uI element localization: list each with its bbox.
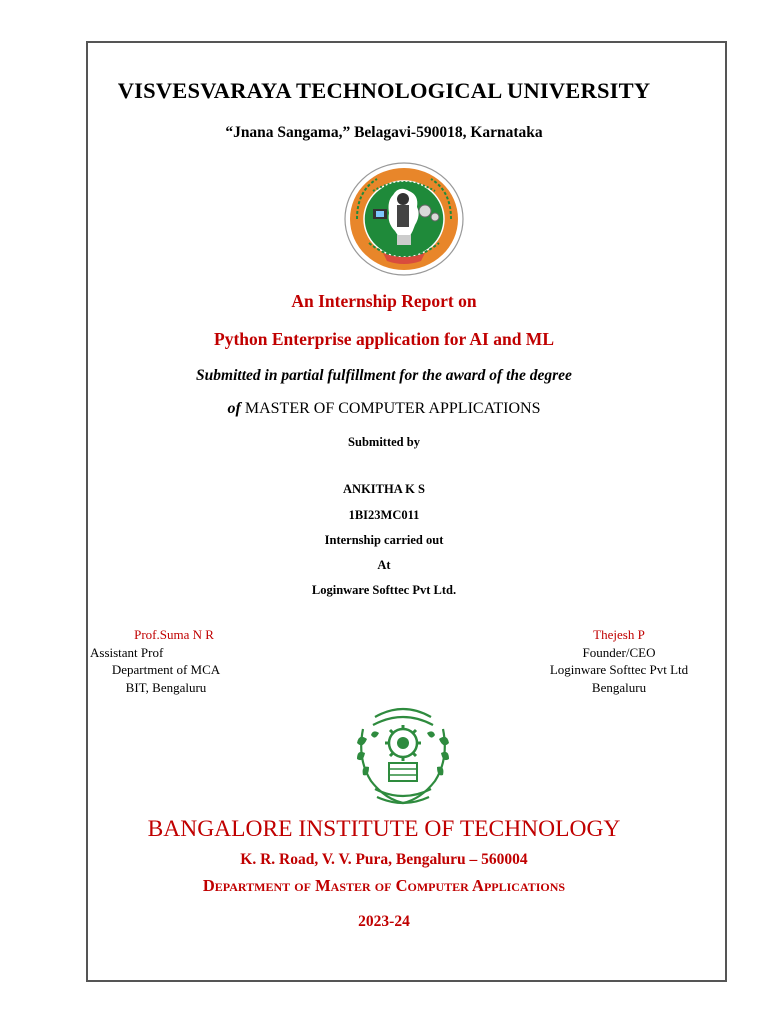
internal-guide-name: Prof.Suma N R <box>134 627 214 642</box>
degree-line <box>0 400 768 418</box>
college-name: BANGALORE INSTITUTE OF TECHNOLOGY <box>147 816 621 842</box>
internal-guide-institution: BIT, Bengaluru <box>125 679 207 695</box>
university-address: “Jnana Sangama,” Belagavi-590018, Karnataka <box>225 124 543 141</box>
degree-prefix: of <box>227 400 241 417</box>
degree-name: MASTER OF COMPUTER APPLICATIONS <box>244 400 541 417</box>
at-label: At <box>377 558 391 572</box>
external-guide-name: Thejesh P <box>593 627 645 642</box>
external-guide <box>538 626 700 696</box>
external-guide-designation: Founder/CEO <box>582 644 656 660</box>
report-heading: An Internship Report on <box>291 291 477 311</box>
department-name: Department of Master of Computer Applications <box>202 876 566 895</box>
submission-note: Submitted in partial fulfillment for the award of the degree <box>196 367 572 384</box>
company-name: Loginware Softtec Pvt Ltd. <box>311 583 457 597</box>
internal-guide-designation: Assistant Prof <box>90 644 164 660</box>
college-address: K. R. Road, V. V. Pura, Bengaluru – 560004 <box>240 851 528 868</box>
vtu-emblem-icon <box>343 161 465 279</box>
internal-guide-department: Department of MCA <box>111 662 221 677</box>
university-name: VISVESVARAYA TECHNOLOGICAL UNIVERSITY <box>117 78 651 103</box>
external-guide-city: Bengaluru <box>591 679 647 695</box>
student-usn: 1BI23MC011 <box>348 508 420 522</box>
student-name: ANKITHA K S <box>343 482 425 496</box>
academic-year: 2023-24 <box>358 913 410 930</box>
bit-emblem-icon <box>353 699 453 807</box>
report-topic: Python Enterprise application for AI and ML <box>214 329 554 349</box>
internship-carried-out: Internship carried out <box>324 533 444 547</box>
submitted-by-label: Submitted by <box>348 435 420 449</box>
internal-guide <box>86 626 232 696</box>
external-guide-organization: Loginware Softtec Pvt Ltd <box>549 662 689 677</box>
